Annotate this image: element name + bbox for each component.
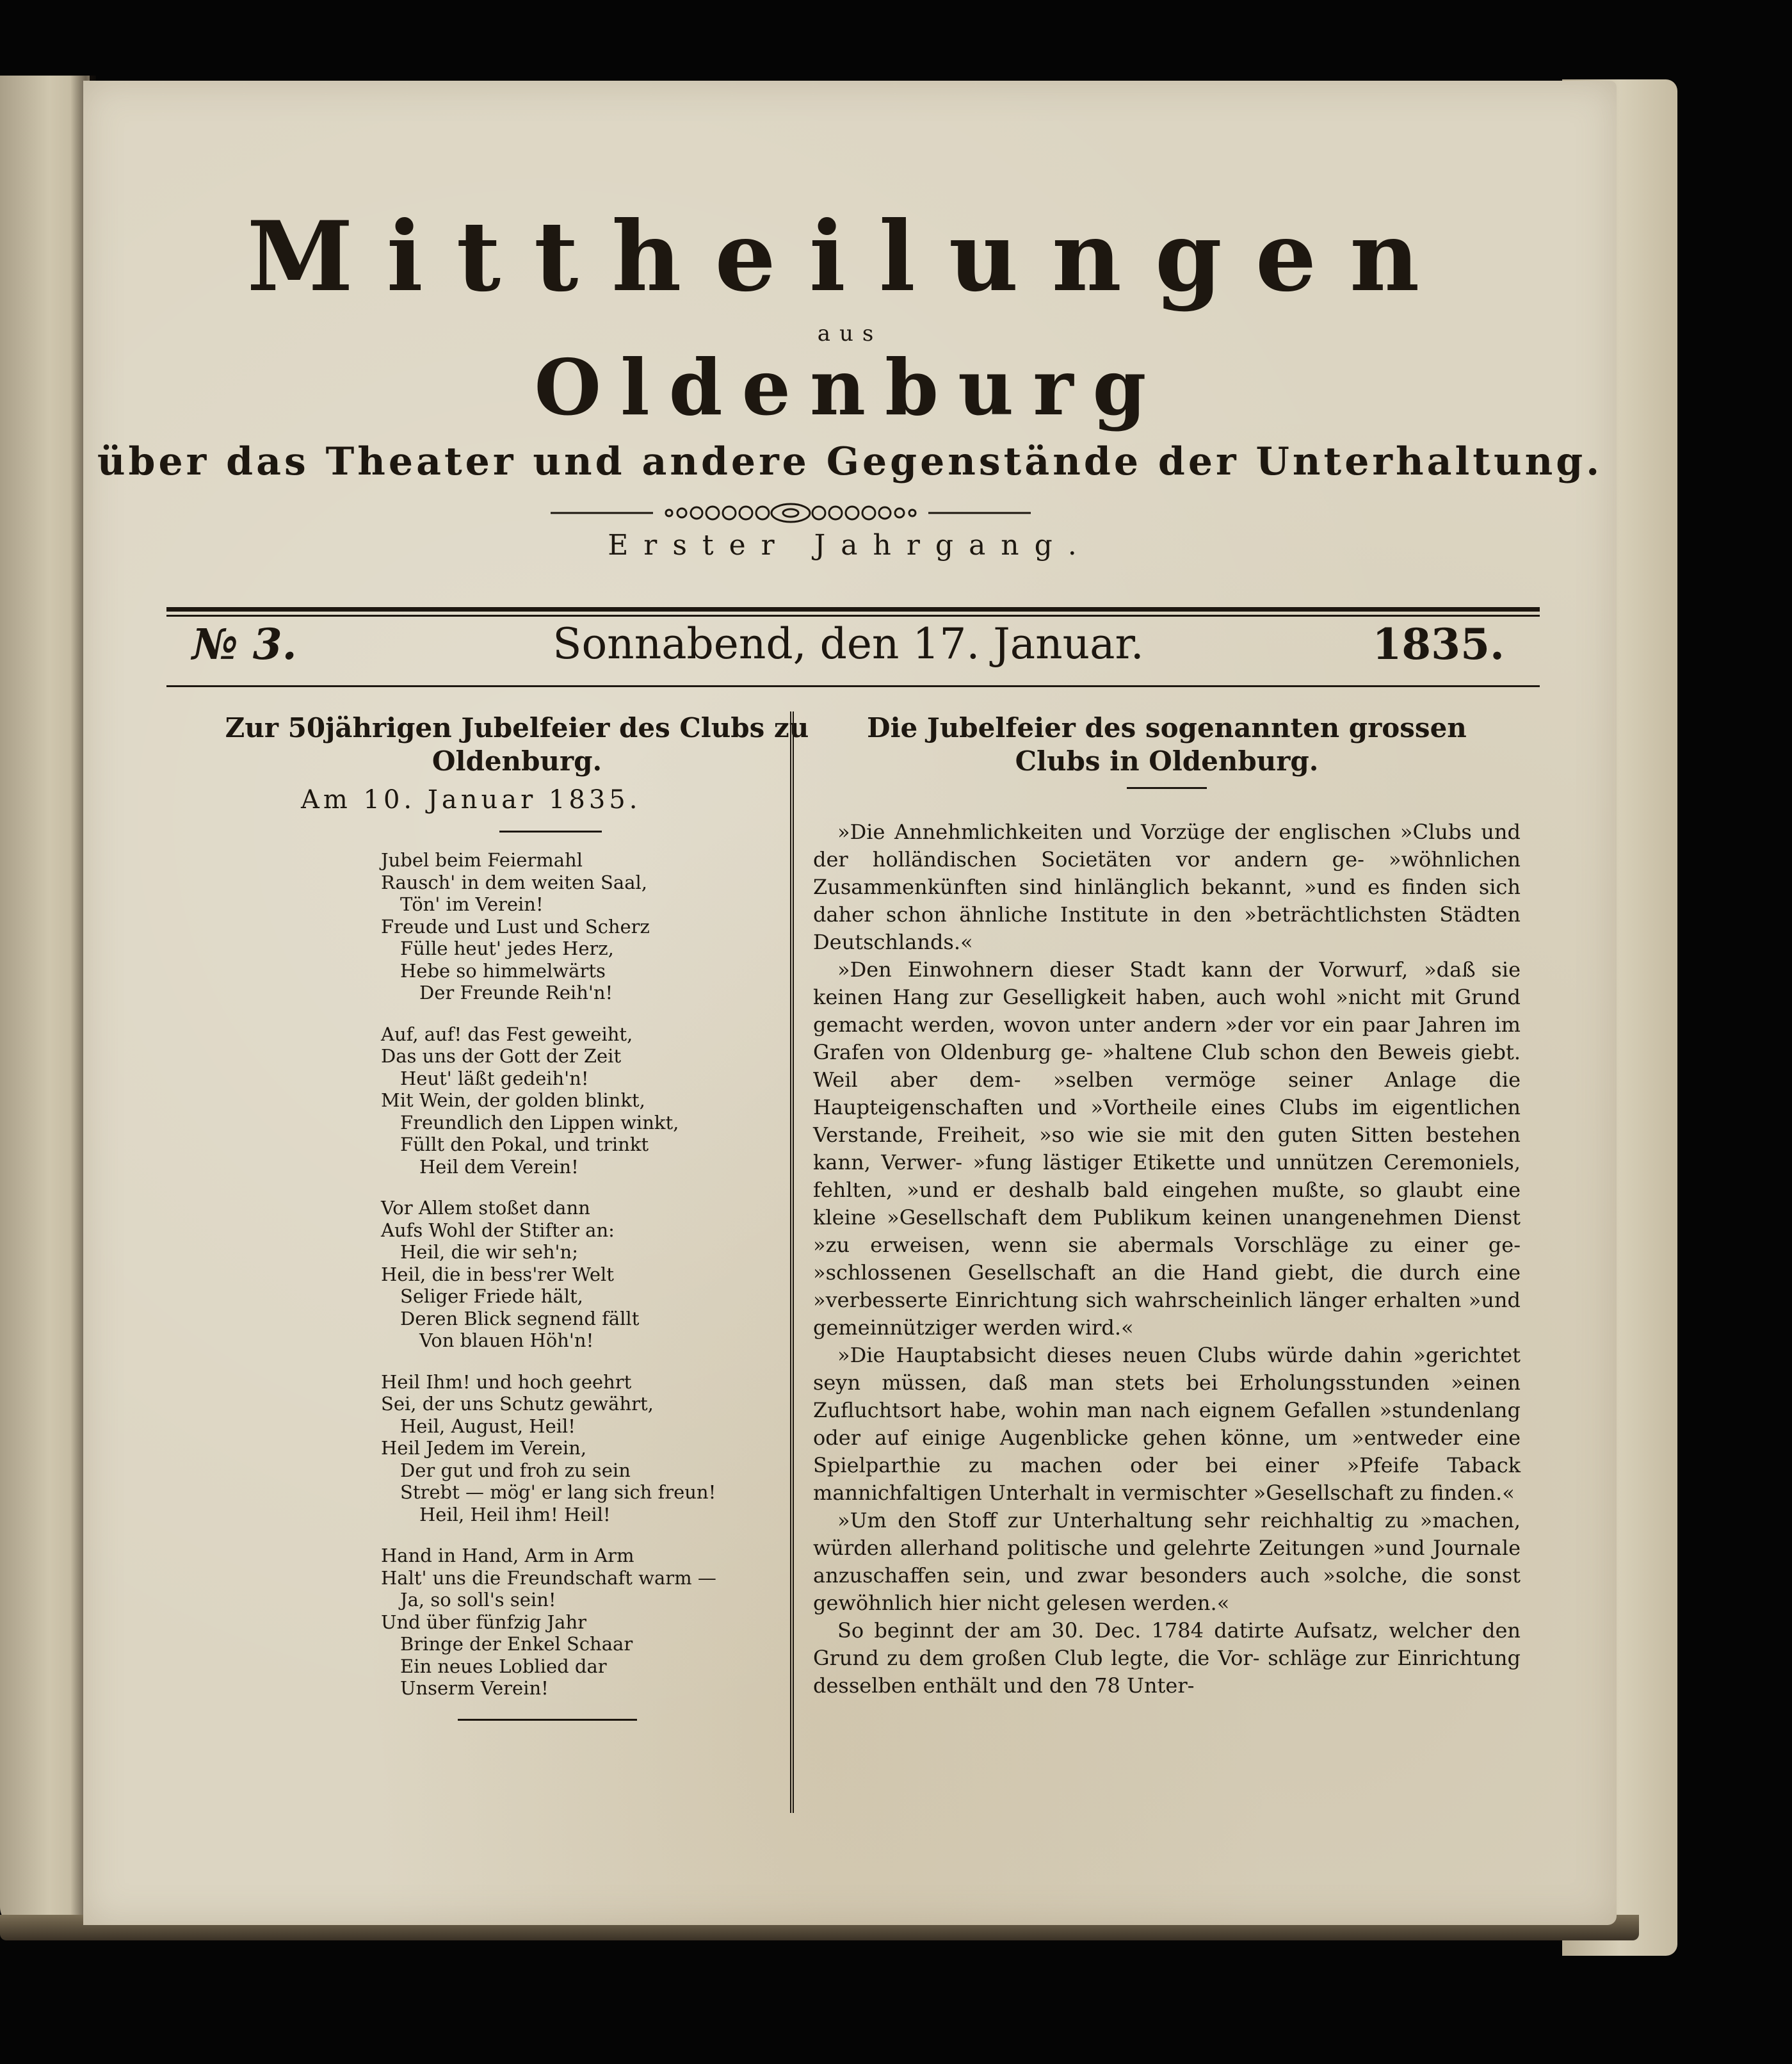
poem-line: Deren Blick segnend fällt [400,1307,640,1329]
poem-line: Heil, August, Heil! [400,1415,576,1437]
poem-line: Freundlich den Lippen winkt, [400,1111,679,1134]
poem-heading-line1: Zur 50jährigen Jubelfeier des Clubs zu [225,712,809,744]
issue-year: 1835. [1372,619,1505,669]
masthead-subtitle: über das Theater und andere Gegenstände der Unterhaltung. [97,439,1603,484]
poem-line: Vor Allem stoßet dann [381,1197,590,1219]
poem-line: Unserm Verein! [400,1677,549,1699]
poem-line: Füllt den Pokal, und trinkt [400,1134,649,1155]
poem-line: Mit Wein, der golden blinkt, [381,1089,645,1111]
poem-line: Fülle heut' jedes Herz, [400,938,614,959]
poem-line: Heut' läßt gedeih'n! [400,1067,589,1089]
poem-line: Seliger Friede hält, [400,1285,583,1307]
masthead-city: Oldenburg [534,343,1166,433]
poem-line: Ja, so soll's sein! [400,1589,556,1611]
article-body [813,818,1521,1700]
poem-heading-rule [499,831,602,833]
article-heading-line1: Die Jubelfeier des sogenannten grossen [867,712,1467,744]
poem-stanza [381,1545,861,1700]
ornament-divider-icon [551,497,1031,529]
right-column [813,711,1521,1700]
poem-line: Heil, die wir seh'n; [400,1241,578,1263]
issue-date: Sonnabend, den 17. Januar. [553,619,1144,669]
bottom-rule [166,685,1540,687]
top-rule-thin [166,615,1540,617]
article-paragraph: »Den Einwohnern dieser Stadt kann der Vorwurf, »daß sie keinen Hang zur Geselligkeit haben, auch wohl »nicht mit Grund gemacht werden, wovon unter andern »der vor ein paar Jahren im Grafen von Oldenburg ge- »haltene Club schon den Beweis giebt. Weil aber dem- »selben vermöge seiner Anlage die Haupteigenschaften und »Vortheile eines Clubs im eigentlichen Verstande, Freiheit, »so wie sie mit den guten Sitten bestehen kann, Verwer- »fung lästiger Etikette und unnützen Ceremoniels, fehlten, »und er deshalb bald eingehen mußte, so glaubt eine kleine »Gesellschaft dem Publikum keinen unangenehmen Dienst »zu erweisen, wenn sie abermals Vorschläge zu einer ge- »schlossenen Gesellschaft an die Hand giebt, die durch eine »verbesserte Einrichtung sich wahrscheinlich länger erhalten »und gemeinnütziger werden wird.« [813,957,1521,1340]
poem-line: Heil, die in bess'rer Welt [381,1263,614,1285]
poem-line: Heil Ihm! und hoch geehrt [381,1370,632,1393]
poem-heading [166,711,861,778]
issue-number: № 3. [192,619,297,669]
article-paragraph: »Um den Stoff zur Unterhaltung sehr reichhaltig zu »machen, würden allerhand politische und gelehrte Zeitungen »und Journale anzuschaffen sein, und zwar besonders auch »solche, die sonst gewöhnlich hier nicht gelesen werden.« [813,1508,1521,1615]
poem-line: Und über fünfzig Jahr [381,1611,586,1633]
poem-line: Hand in Hand, Arm in Arm [381,1545,634,1566]
article-heading-line2: Clubs in Oldenburg. [1015,745,1319,777]
column-divider [790,711,794,1813]
left-column [166,711,861,1721]
poem-line: Aufs Wohl der Stifter an: [381,1219,615,1241]
poem-line: Heil, Heil ihm! Heil! [419,1503,611,1525]
poem-line: Strebt — mög' er lang sich freun! [400,1481,716,1503]
poem-line: Bringe der Enkel Schaar [400,1633,633,1655]
poem-body [166,849,861,1700]
volume-line: Erster Jahrgang. [608,529,1092,562]
poem-stanza [381,849,861,1004]
poem-line: Das uns der Gott der Zeit [381,1045,622,1067]
poem-line: Auf, auf! das Fest geweiht, [381,1023,633,1045]
poem-end-rule [458,1719,637,1721]
poem-line: Hebe so himmelwärts [400,959,606,982]
poem-line: Ein neues Loblied dar [400,1655,607,1677]
poem-stanza [381,1371,861,1526]
masthead-title: Mittheilungen [246,200,1453,313]
article-paragraph: »Die Hauptabsicht dieses neuen Clubs würde dahin »gerichtet seyn müssen, daß man stets bei Erholungsstunden »einen Zufluchtsort habe, wohin man nach eignem Gefallen »stundenlang oder auf einige Augenblicke gehen könne, um »entweder eine Spielparthie zu machen oder bei einer »Pfeife Taback mannichfaltigen Unterhalt in vermischter »Gesellschaft zu finden.« [813,1343,1521,1505]
article-paragraph: »Die Annehmlichkeiten und Vorzüge der englischen »Clubs und der holländischen Societäten vor andern ge- »wöhnlichen Zusammenkünften sind hinlänglich bekannt, »und es finden sich daher schon ähnliche Institute in den »beträchtlichsten Städten Deutschlands.« [813,820,1521,954]
issue-line [192,619,1505,670]
poem-heading-line2: Oldenburg. [432,745,602,777]
poem-line: Der gut und froh zu sein [400,1459,631,1481]
article-heading [813,711,1521,778]
poem-line: Von blauen Höh'n! [419,1329,594,1351]
masthead-connector: aus [817,321,883,346]
poem-date: Am 10. Januar 1835. [301,785,642,815]
newspaper-page [83,81,1617,1925]
top-rule [166,607,1540,612]
article-paragraph: So beginnt der am 30. Dec. 1784 datirte Aufsatz, welcher den Grund zu dem großen Club legte, die Vor- schläge zur Einrichtung desselben enthält und den 78 Unter- [813,1618,1521,1698]
poem-line: Jubel beim Feiermahl [381,849,583,871]
poem-line: Heil Jedem im Verein, [381,1437,587,1459]
poem-line: Der Freunde Reih'n! [419,982,613,1004]
poem-line: Rausch' in dem weiten Saal, [381,871,647,893]
poem-line: Freude und Lust und Scherz [381,915,650,938]
article-heading-rule [1127,787,1207,789]
poem-stanza [381,1197,861,1352]
poem-line: Sei, der uns Schutz gewährt, [381,1393,654,1415]
poem-stanza [381,1023,861,1178]
poem-line: Tön' im Verein! [400,893,544,915]
poem-line: Heil dem Verein! [419,1155,579,1178]
poem-line: Halt' uns die Freundschaft warm — [381,1566,716,1589]
